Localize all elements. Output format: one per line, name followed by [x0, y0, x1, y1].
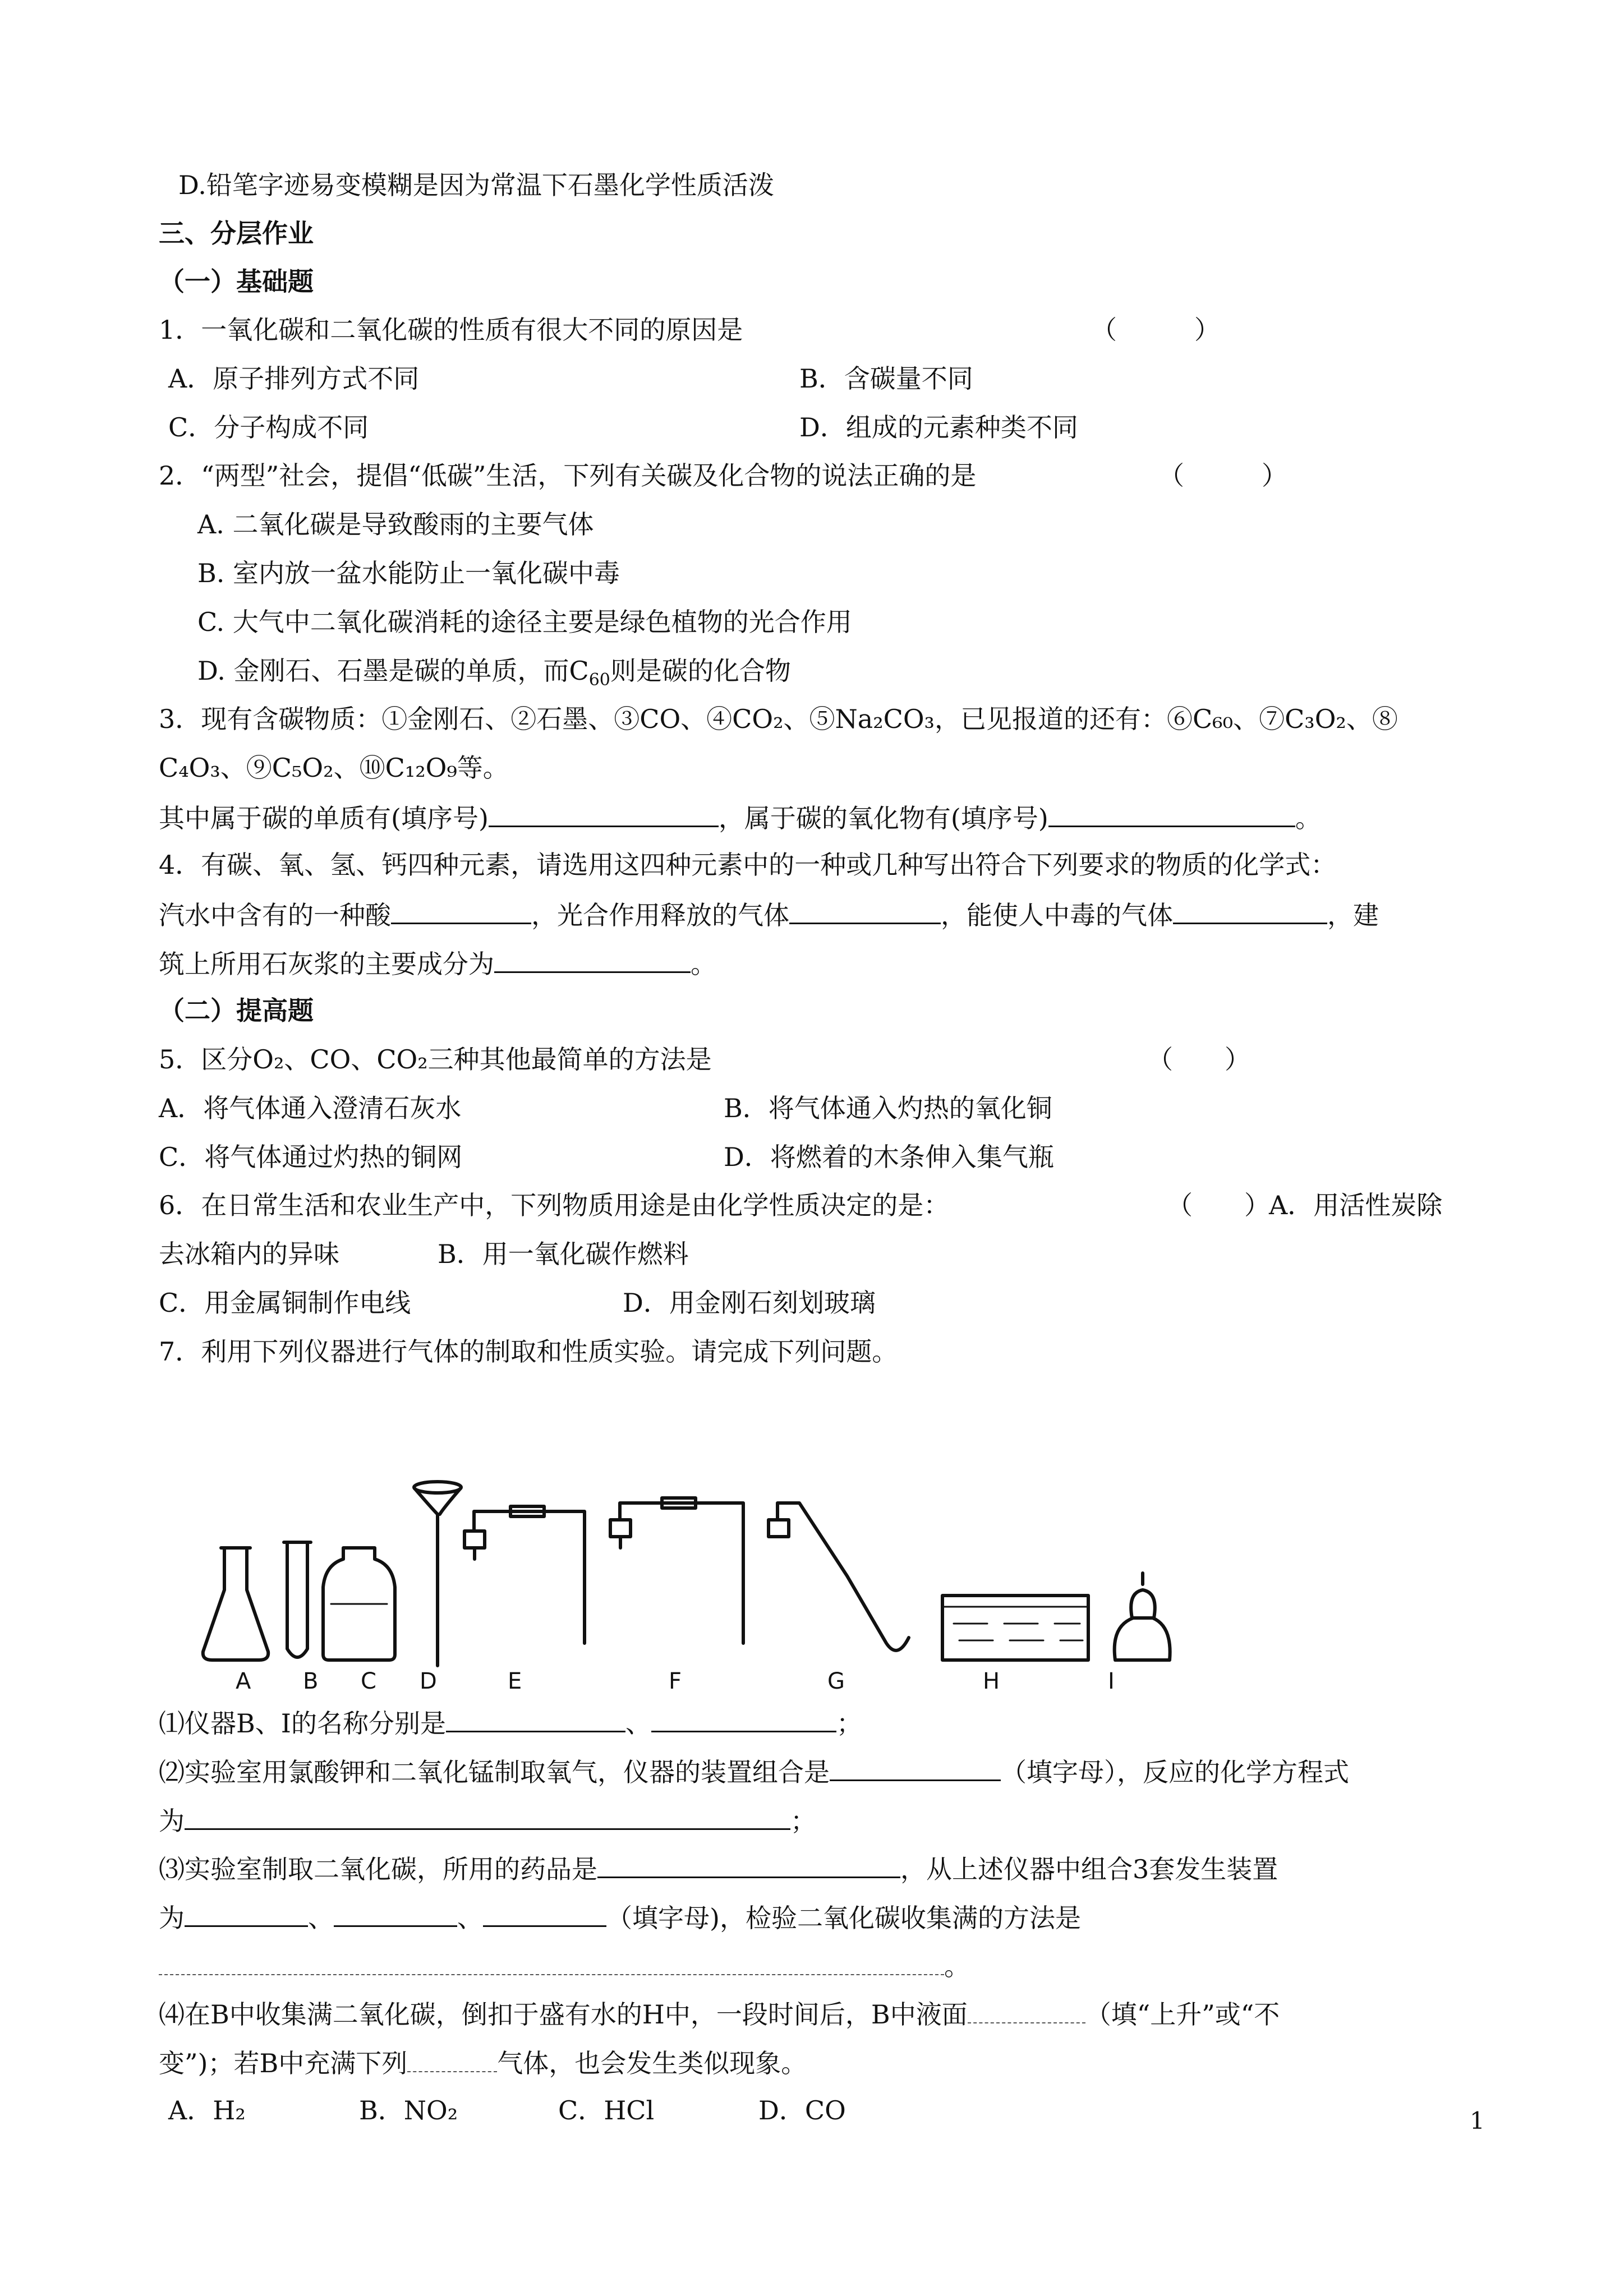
- q7-part2-line1: ⑵实验室用氯酸钾和二氧化锰制取氧气，仪器的装置组合是 （填字母），反应的化学方程式: [159, 1754, 1349, 1789]
- q4-blank-photosynthesis-gas[interactable]: [789, 897, 941, 924]
- q7-part3-line3: 。: [159, 1948, 970, 1983]
- apparatus-label-i: I: [1108, 1668, 1115, 1694]
- q2-option-d: D. 金刚石、石墨是碳的单质，而$C_{60}$则是碳的化合物: [197, 656, 791, 690]
- q3-line3: 其中属于碳的单质有(填序号) ，属于碳的氧化物有(填序号) 。: [159, 800, 1321, 835]
- apparatus-label-f: F: [669, 1668, 682, 1694]
- q7-part3-line1: ⑶实验室制取二氧化碳，所用的药品是 ，从上述仪器中组合3套发生装置: [159, 1851, 1278, 1886]
- q3-blank-1[interactable]: [489, 800, 719, 827]
- q4-line2: 汽水中含有的一种酸 ，光合作用释放的气体 ，能使人中毒的气体 ，建: [159, 897, 1379, 932]
- q2-option-b: B. 室内放一盆水能防止一氧化碳中毒: [197, 558, 620, 588]
- q7-part3-line2: 为 、 、 （填字母)，检验二氧化碳收集满的方法是: [159, 1899, 1081, 1935]
- q7-blank-setup-2[interactable]: [334, 1899, 457, 1927]
- q5-stem: 5．区分O₂、CO、CO₂三种其他最简单的方法是: [159, 1044, 712, 1075]
- delivery-tube-f: [620, 1503, 743, 1643]
- q7-blank-liquid-level[interactable]: [968, 1997, 1085, 2023]
- q6-option-c: C．用金属铜制作电线: [159, 1288, 411, 1318]
- q7-blank-equation[interactable]: [185, 1802, 790, 1830]
- q6-answer-paren: （ ）: [1167, 1190, 1270, 1220]
- q5-option-c: C．将气体通过灼热的铜网: [159, 1142, 463, 1172]
- q1-answer-paren: （ ）: [1091, 315, 1220, 345]
- q4-blank-toxic-gas[interactable]: [1173, 897, 1327, 924]
- q6-option-a-part1: A．用活性炭除: [1269, 1190, 1443, 1220]
- q7-blank-gas[interactable]: [407, 2045, 497, 2072]
- q4-line3: 筑上所用石灰浆的主要成分为 。: [159, 946, 716, 981]
- q6-option-b: B．用一氧化碳作燃料: [438, 1239, 689, 1269]
- q7-blank-co2-reagents[interactable]: [597, 1851, 900, 1878]
- basic-heading: （一）基础题: [159, 266, 314, 297]
- q5-option-a: A．将气体通入澄清石灰水: [159, 1093, 462, 1123]
- test-tube-b: [287, 1542, 307, 1657]
- q4-blank-lime[interactable]: [494, 946, 691, 973]
- q6-option-d: D．用金刚石刻划玻璃: [623, 1288, 876, 1318]
- q5-option-d: D．将燃着的木条伸入集气瓶: [724, 1142, 1054, 1172]
- q1-option-c: C．分子构成不同: [168, 412, 369, 442]
- q3-blank-2[interactable]: [1048, 800, 1295, 827]
- q7-blank-i-name[interactable]: [651, 1705, 836, 1732]
- delivery-tube-e: [474, 1511, 585, 1643]
- apparatus-label-b: B: [303, 1668, 319, 1694]
- q7-blank-oxygen-apparatus[interactable]: [830, 1754, 1001, 1781]
- q1-option-d: D．组成的元素种类不同: [799, 412, 1078, 442]
- q7-blank-b-name[interactable]: [446, 1705, 625, 1732]
- q7-part4-line1: ⑷在B中收集满二氧化碳，倒扣于盛有水的H中，一段时间后，B中液面 （填“上升”或“不: [159, 1997, 1280, 2031]
- q1-stem: 1．一氧化碳和二氧化碳的性质有很大不同的原因是: [159, 315, 743, 345]
- q6-stem: 6．在日常生活和农业生产中，下列物质用途是由化学性质决定的是：: [159, 1190, 950, 1220]
- apparatus-label-a: A: [236, 1668, 251, 1694]
- q7-part1: ⑴仪器B、I的名称分别是 、 ；: [159, 1705, 862, 1740]
- section-title: 三、分层作业: [159, 218, 314, 248]
- water-trough-h: [942, 1596, 1088, 1660]
- q7-part2-line2: 为 ；: [159, 1802, 816, 1838]
- q6-option-a-part2: 去冰箱内的异味: [159, 1239, 339, 1269]
- q3-line2: C₄O₃、⑨C₅O₂、⑩C₁₂O₉等。: [159, 753, 509, 783]
- q1-option-a: A．原子排列方式不同: [168, 363, 420, 394]
- q2-answer-paren: （ ）: [1158, 460, 1287, 491]
- q7-part4-line2: 变”)；若B中充满下列 气体，也会发生类似现象。: [159, 2045, 807, 2080]
- prev-option-d: D.铅笔字迹易变模糊是因为常温下石墨化学性质活泼: [178, 170, 774, 200]
- q2-option-a: A. 二氧化碳是导致酸雨的主要气体: [197, 509, 594, 540]
- q4-line1: 4．有碳、氧、氢、钙四种元素，请选用这四种元素中的一种或几种写出符合下列要求的物质的化学式：: [159, 850, 1337, 880]
- q7-option-d: D．CO: [758, 2095, 846, 2126]
- apparatus-figure: [191, 1458, 1212, 1694]
- apparatus-label-e: E: [508, 1668, 522, 1694]
- q7-option-c: C．HCl: [558, 2095, 655, 2126]
- q7-blank-setup-3[interactable]: [483, 1899, 606, 1927]
- q7-blank-check-method[interactable]: [159, 1948, 944, 1975]
- q7-option-b: B．NO₂: [359, 2095, 458, 2126]
- delivery-tube-g: [778, 1503, 909, 1650]
- conical-flask-a: [203, 1548, 268, 1660]
- q2-option-c: C. 大气中二氧化碳消耗的途径主要是绿色植物的光合作用: [197, 607, 852, 637]
- apparatus-label-d: D: [420, 1668, 437, 1694]
- q7-blank-setup-1[interactable]: [185, 1899, 308, 1927]
- q1-option-b: B．含碳量不同: [799, 363, 973, 394]
- q2-stem: 2．“两型”社会，提倡“低碳”生活，下列有关碳及化合物的说法正确的是: [159, 460, 977, 491]
- q3-line1: 3．现有含碳物质：①金刚石、②石墨、③CO、④CO₂、⑤Na₂CO₃，已见报道的还有：⑥C₆₀、⑦C₃O₂、⑧: [159, 704, 1398, 734]
- q5-answer-paren: （ ）: [1147, 1044, 1250, 1075]
- q4-blank-acid[interactable]: [391, 897, 531, 924]
- page-number: 1: [1470, 2107, 1485, 2134]
- advanced-heading: （二）提高题: [159, 995, 314, 1026]
- apparatus-label-h: H: [983, 1668, 1000, 1694]
- q5-option-b: B．将气体通入灼热的氧化铜: [724, 1093, 1052, 1123]
- apparatus-label-g: G: [827, 1668, 845, 1694]
- q7-option-a: A．H₂: [168, 2095, 246, 2126]
- alcohol-lamp-i: [1115, 1618, 1170, 1660]
- funnel-d: [415, 1489, 438, 1666]
- apparatus-label-c: C: [361, 1668, 376, 1694]
- q7-stem: 7．利用下列仪器进行气体的制取和性质实验。请完成下列问题。: [159, 1336, 898, 1367]
